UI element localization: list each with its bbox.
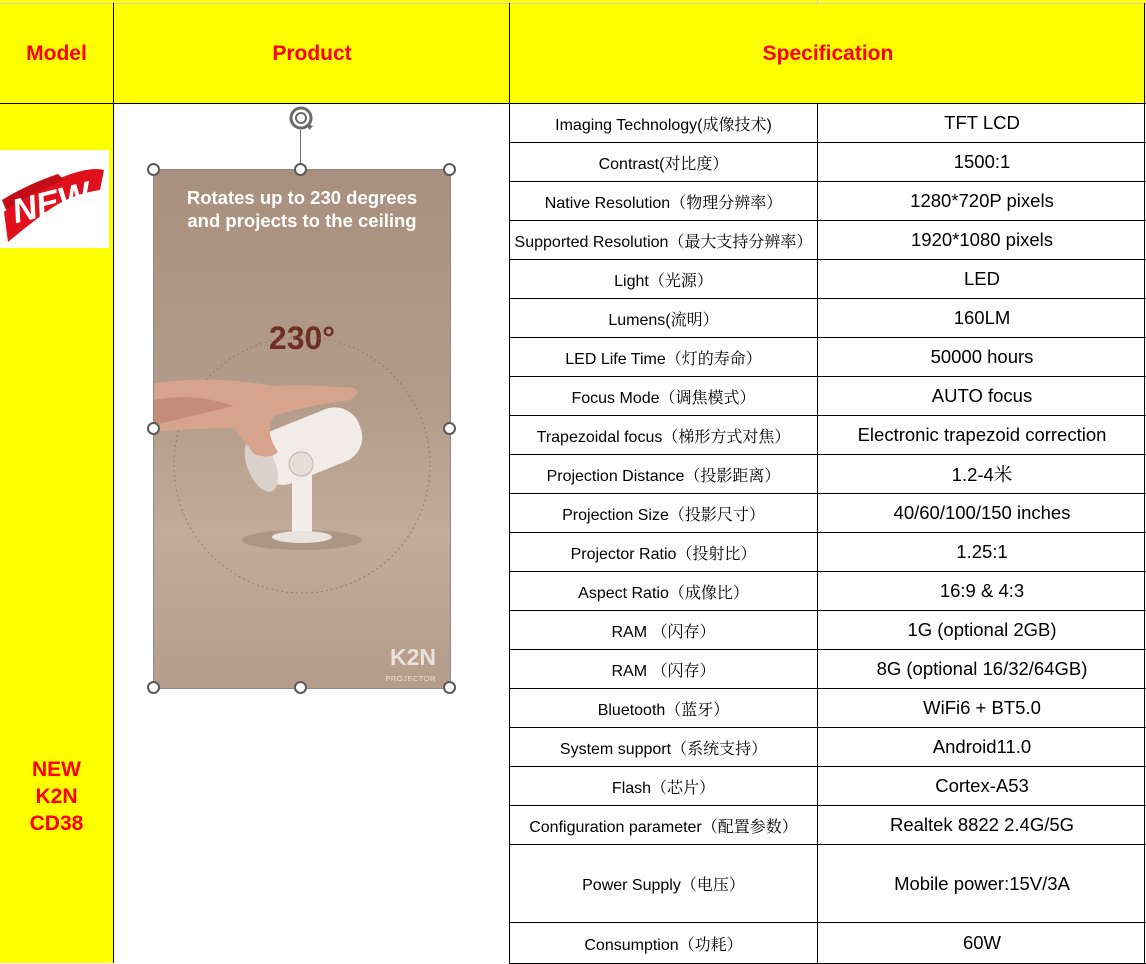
spec-value: Electronic trapezoid correction — [818, 416, 1146, 454]
spec-value: Mobile power:15V/3A — [818, 845, 1146, 922]
spec-value: 1.2-4米 — [818, 455, 1146, 493]
spec-label: Trapezoidal focus（梯形方式对焦） — [510, 416, 817, 454]
resize-handle-bottom-center[interactable] — [294, 681, 307, 694]
spec-value: 16:9 & 4:3 — [818, 572, 1146, 610]
spec-value: 1280*720P pixels — [818, 182, 1146, 220]
resize-handle-top-left[interactable] — [147, 163, 160, 176]
spec-label: Focus Mode（调焦模式） — [510, 377, 817, 415]
spec-label: Bluetooth（蓝牙） — [510, 689, 817, 727]
spec-value: Cortex-A53 — [818, 767, 1146, 805]
rotate-handle-icon[interactable] — [287, 104, 315, 132]
spec-value: AUTO focus — [818, 377, 1146, 415]
image-degree: 230° — [268, 320, 336, 356]
spec-label: System support（系统支持） — [510, 728, 817, 766]
badge-text: NEW — [8, 175, 95, 232]
spec-value: Realtek 8822 2.4G/5G — [818, 806, 1146, 844]
grid-line-col3 — [817, 103, 818, 963]
image-title-line: Rotates up to 230 degrees — [186, 187, 418, 208]
spec-label: LED Life Time（灯的寿命） — [510, 338, 817, 376]
spec-value: TFT LCD — [818, 104, 1146, 142]
spec-label: Projection Distance（投影距离） — [510, 455, 817, 493]
resize-handle-top-center[interactable] — [294, 163, 307, 176]
spec-label: RAM （闪存） — [510, 611, 817, 649]
spec-value: 40/60/100/150 inches — [818, 494, 1146, 532]
image-title-line: and projects to the ceiling — [187, 210, 417, 231]
grid-line-col3-header — [817, 0, 818, 3]
image-brand-sub: PROJECTOR — [385, 674, 436, 683]
spec-label: Consumption（功耗） — [510, 923, 817, 963]
spec-value: 8G (optional 16/32/64GB) — [818, 650, 1146, 688]
resize-handle-middle-left[interactable] — [147, 422, 160, 435]
image-brand: K2N — [389, 644, 436, 670]
grid-line-header-bottom — [0, 103, 1146, 104]
spec-label: Imaging Technology(成像技术) — [510, 104, 817, 142]
projector-illustration — [154, 170, 450, 688]
spec-label: Aspect Ratio（成像比） — [510, 572, 817, 610]
spec-value: Android11.0 — [818, 728, 1146, 766]
new-badge-icon — [0, 150, 109, 248]
spec-value: 1.25:1 — [818, 533, 1146, 571]
model-name — [0, 756, 113, 837]
spec-value: 160LM — [818, 299, 1146, 337]
spec-label: RAM （闪存） — [510, 650, 817, 688]
header-model: Model — [26, 41, 87, 65]
spec-label: Supported Resolution（最大支持分辨率） — [510, 221, 817, 259]
product-image[interactable] — [153, 169, 451, 689]
spec-value: 1500:1 — [818, 143, 1146, 181]
spec-value: 1920*1080 pixels — [818, 221, 1146, 259]
spec-label: Native Resolution（物理分辨率） — [510, 182, 817, 220]
resize-handle-bottom-right[interactable] — [443, 681, 456, 694]
spec-value: 1G (optional 2GB) — [818, 611, 1146, 649]
grid-line-col4 — [1144, 3, 1145, 963]
spec-label: Contrast(对比度） — [510, 143, 817, 181]
grid-line-top — [0, 3, 1146, 4]
spec-label: Lumens(流明） — [510, 299, 817, 337]
spec-value: 50000 hours — [818, 338, 1146, 376]
header-product: Product — [272, 41, 352, 65]
header-specification: Specification — [762, 41, 894, 65]
resize-handle-middle-right[interactable] — [443, 422, 456, 435]
resize-handle-top-right[interactable] — [443, 163, 456, 176]
spec-label: Flash（芯片） — [510, 767, 817, 805]
spec-label: Power Supply（电压） — [510, 845, 817, 922]
spec-label: Projector Ratio（投射比） — [510, 533, 817, 571]
spec-value: 60W — [818, 923, 1146, 963]
new-badge-image — [0, 150, 109, 248]
spec-value: LED — [818, 260, 1146, 298]
spec-label: Light（光源） — [510, 260, 817, 298]
model-name-line: CD38 — [29, 812, 84, 835]
resize-handle-bottom-left[interactable] — [147, 681, 160, 694]
spec-label: Configuration parameter（配置参数） — [510, 806, 817, 844]
grid-line-col1 — [113, 3, 114, 963]
model-name-line: NEW — [32, 758, 81, 781]
grid-line-col2 — [509, 3, 510, 963]
spec-label: Projection Size（投影尺寸） — [510, 494, 817, 532]
spec-value: WiFi6 + BT5.0 — [818, 689, 1146, 727]
model-name-line: K2N — [35, 785, 78, 808]
